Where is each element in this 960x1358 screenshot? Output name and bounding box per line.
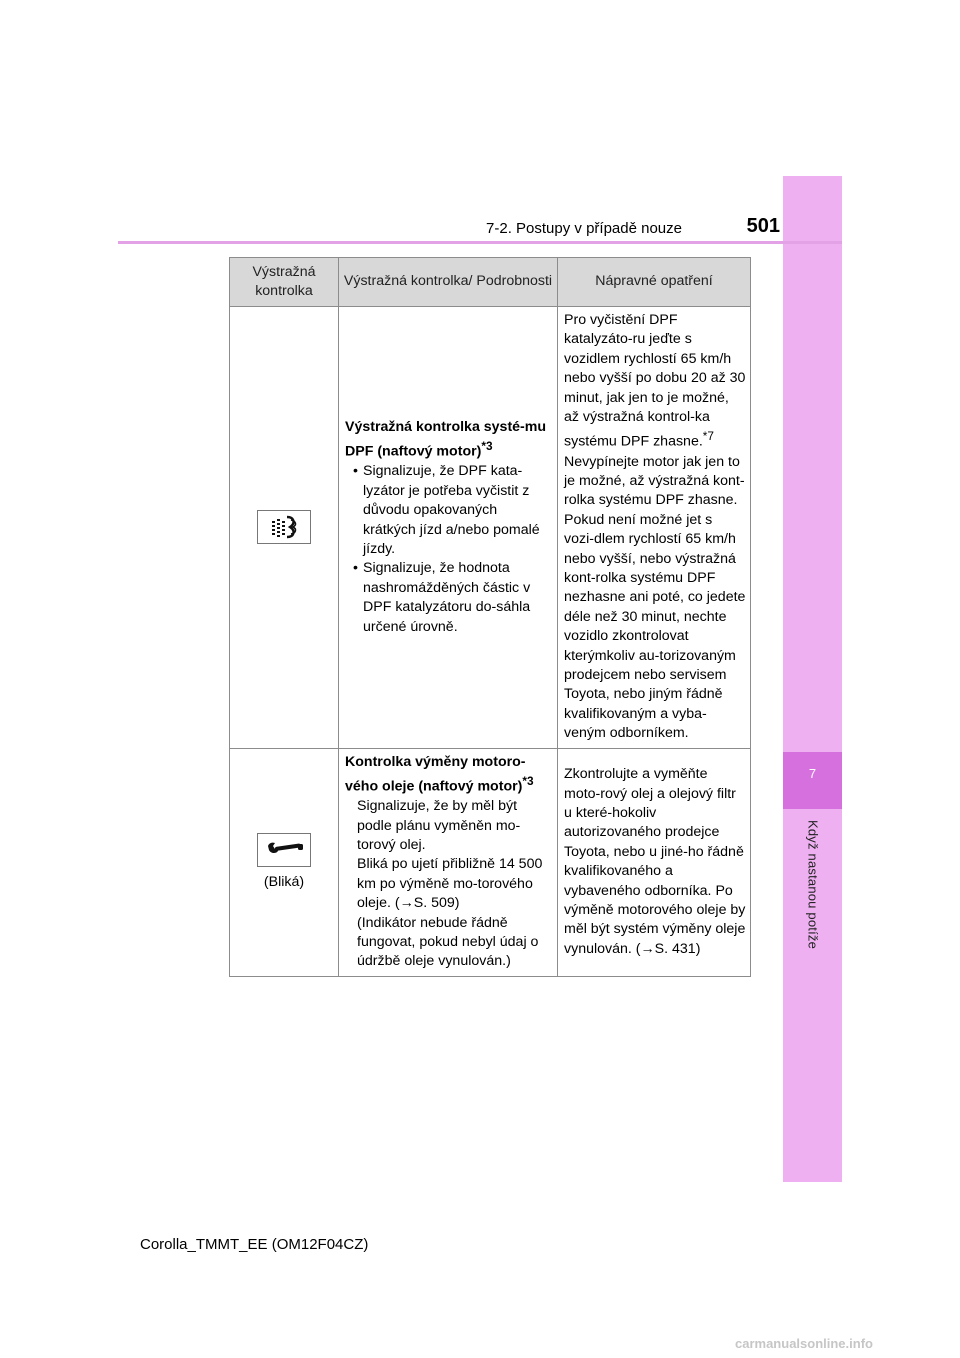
oil-detail-3: (Indikátor nebude řádně fungovat, pokud nebyl údaj o údržbě oleje vynulován.) (357, 914, 539, 970)
footnote-ref: *7 (702, 429, 714, 444)
oil-detail-2: Bliká po ujetí přibližně 14 500 km po výměně mo-torového oleje. (→S. 509) (357, 856, 543, 912)
footnote-ref: *3 (522, 774, 534, 789)
dpf-action-text-2: Nevypínejte motor jak jen to je možné, až výstražná kont-rolka systému DPF zhasne. Pokud není možné jet s vozi-dlem rychlostí 65 km/h nebo vyšší, nebo výstražná kont-rolka systému DPF nezhasne ani poté, co jedete déle než 30 minut, nechte vozidlo zkontrolovat kterýmkoliv au-torizovaným prodejcem nebo servisem Toyota, nebo jiným řádně kvalifikovaným a vyba-veným odborníkem. (564, 453, 746, 742)
oil-action-text: Zkontrolujte a vyměňte moto-rový olej a olejový filtr u které-hokoliv autorizovaného prodejce Toyota, nebo u jiné-ho řádně kvalifikovaného a vybaveného odborníka. Po výměně motorového oleje by měl být systém výměny oleje vynulován. (→S. 431) (564, 766, 746, 957)
light-cell-oil (230, 748, 339, 976)
blink-caption: (Bliká) (263, 873, 305, 890)
col-header-light: Výstražná kontrolka (230, 258, 339, 307)
action-cell-oil (558, 748, 751, 976)
chapter-number-tab: 7 (783, 752, 842, 809)
warning-lights-table (229, 257, 751, 977)
table-row (230, 307, 751, 749)
footer-model: Corolla_TMMT_EE (OM12F04CZ) (140, 1236, 369, 1253)
chapter-label-tab (785, 820, 841, 960)
list-item: • Signalizuje, že hodnota nashromážděných částic v DPF katalyzátoru do-sáhla určené úrovně. (345, 559, 553, 637)
dpf-action-text: Pro vyčistění DPF katalyzáto-ru jeďte s vozidlem rychlostí 65 km/h nebo vyšší po dobu 20 až 30 minut, jak jen to je možné, až výstražná kontrol-ka systému DPF zhasne. (564, 312, 746, 451)
chapter-side-strip (783, 176, 842, 1182)
action-cell-dpf (558, 307, 751, 749)
col-header-details: Výstražná kontrolka/ Podrobnosti (339, 258, 558, 307)
header-rule (118, 241, 842, 244)
light-cell-dpf (230, 307, 339, 749)
table-row (230, 748, 751, 976)
dpf-filter-icon (257, 510, 311, 544)
col-header-action: Nápravné opatření (558, 258, 751, 307)
wrench-icon (257, 833, 311, 867)
page-number: 501 (746, 215, 780, 237)
watermark: carmanualsonline.info (735, 1336, 873, 1351)
details-cell-oil (339, 748, 558, 976)
chapter-label: Když nastanou potíže (805, 820, 821, 950)
list-item: • Signalizuje, že DPF kata-lyzátor je potřeba vyčistit z důvodu opakovaných krátkých jízd a/nebo pomalé jízdy. (345, 462, 553, 559)
oil-light-title: Kontrolka výměny motoro-vého oleje (naftový motor)$^{*3}$ (345, 753, 534, 795)
section-title: 7-2. Postupy v případě nouze (486, 220, 682, 237)
table-header-row (230, 258, 751, 307)
footnote-ref: *3 (481, 439, 493, 454)
oil-detail-1: Signalizuje, že by měl být podle plánu vyměněn mo-torový olej. (357, 798, 521, 854)
dpf-light-title: Výstražná kontrolka systé-mu DPF (naftový motor)$^{*3}$ (345, 418, 547, 460)
details-cell-dpf (339, 307, 558, 749)
